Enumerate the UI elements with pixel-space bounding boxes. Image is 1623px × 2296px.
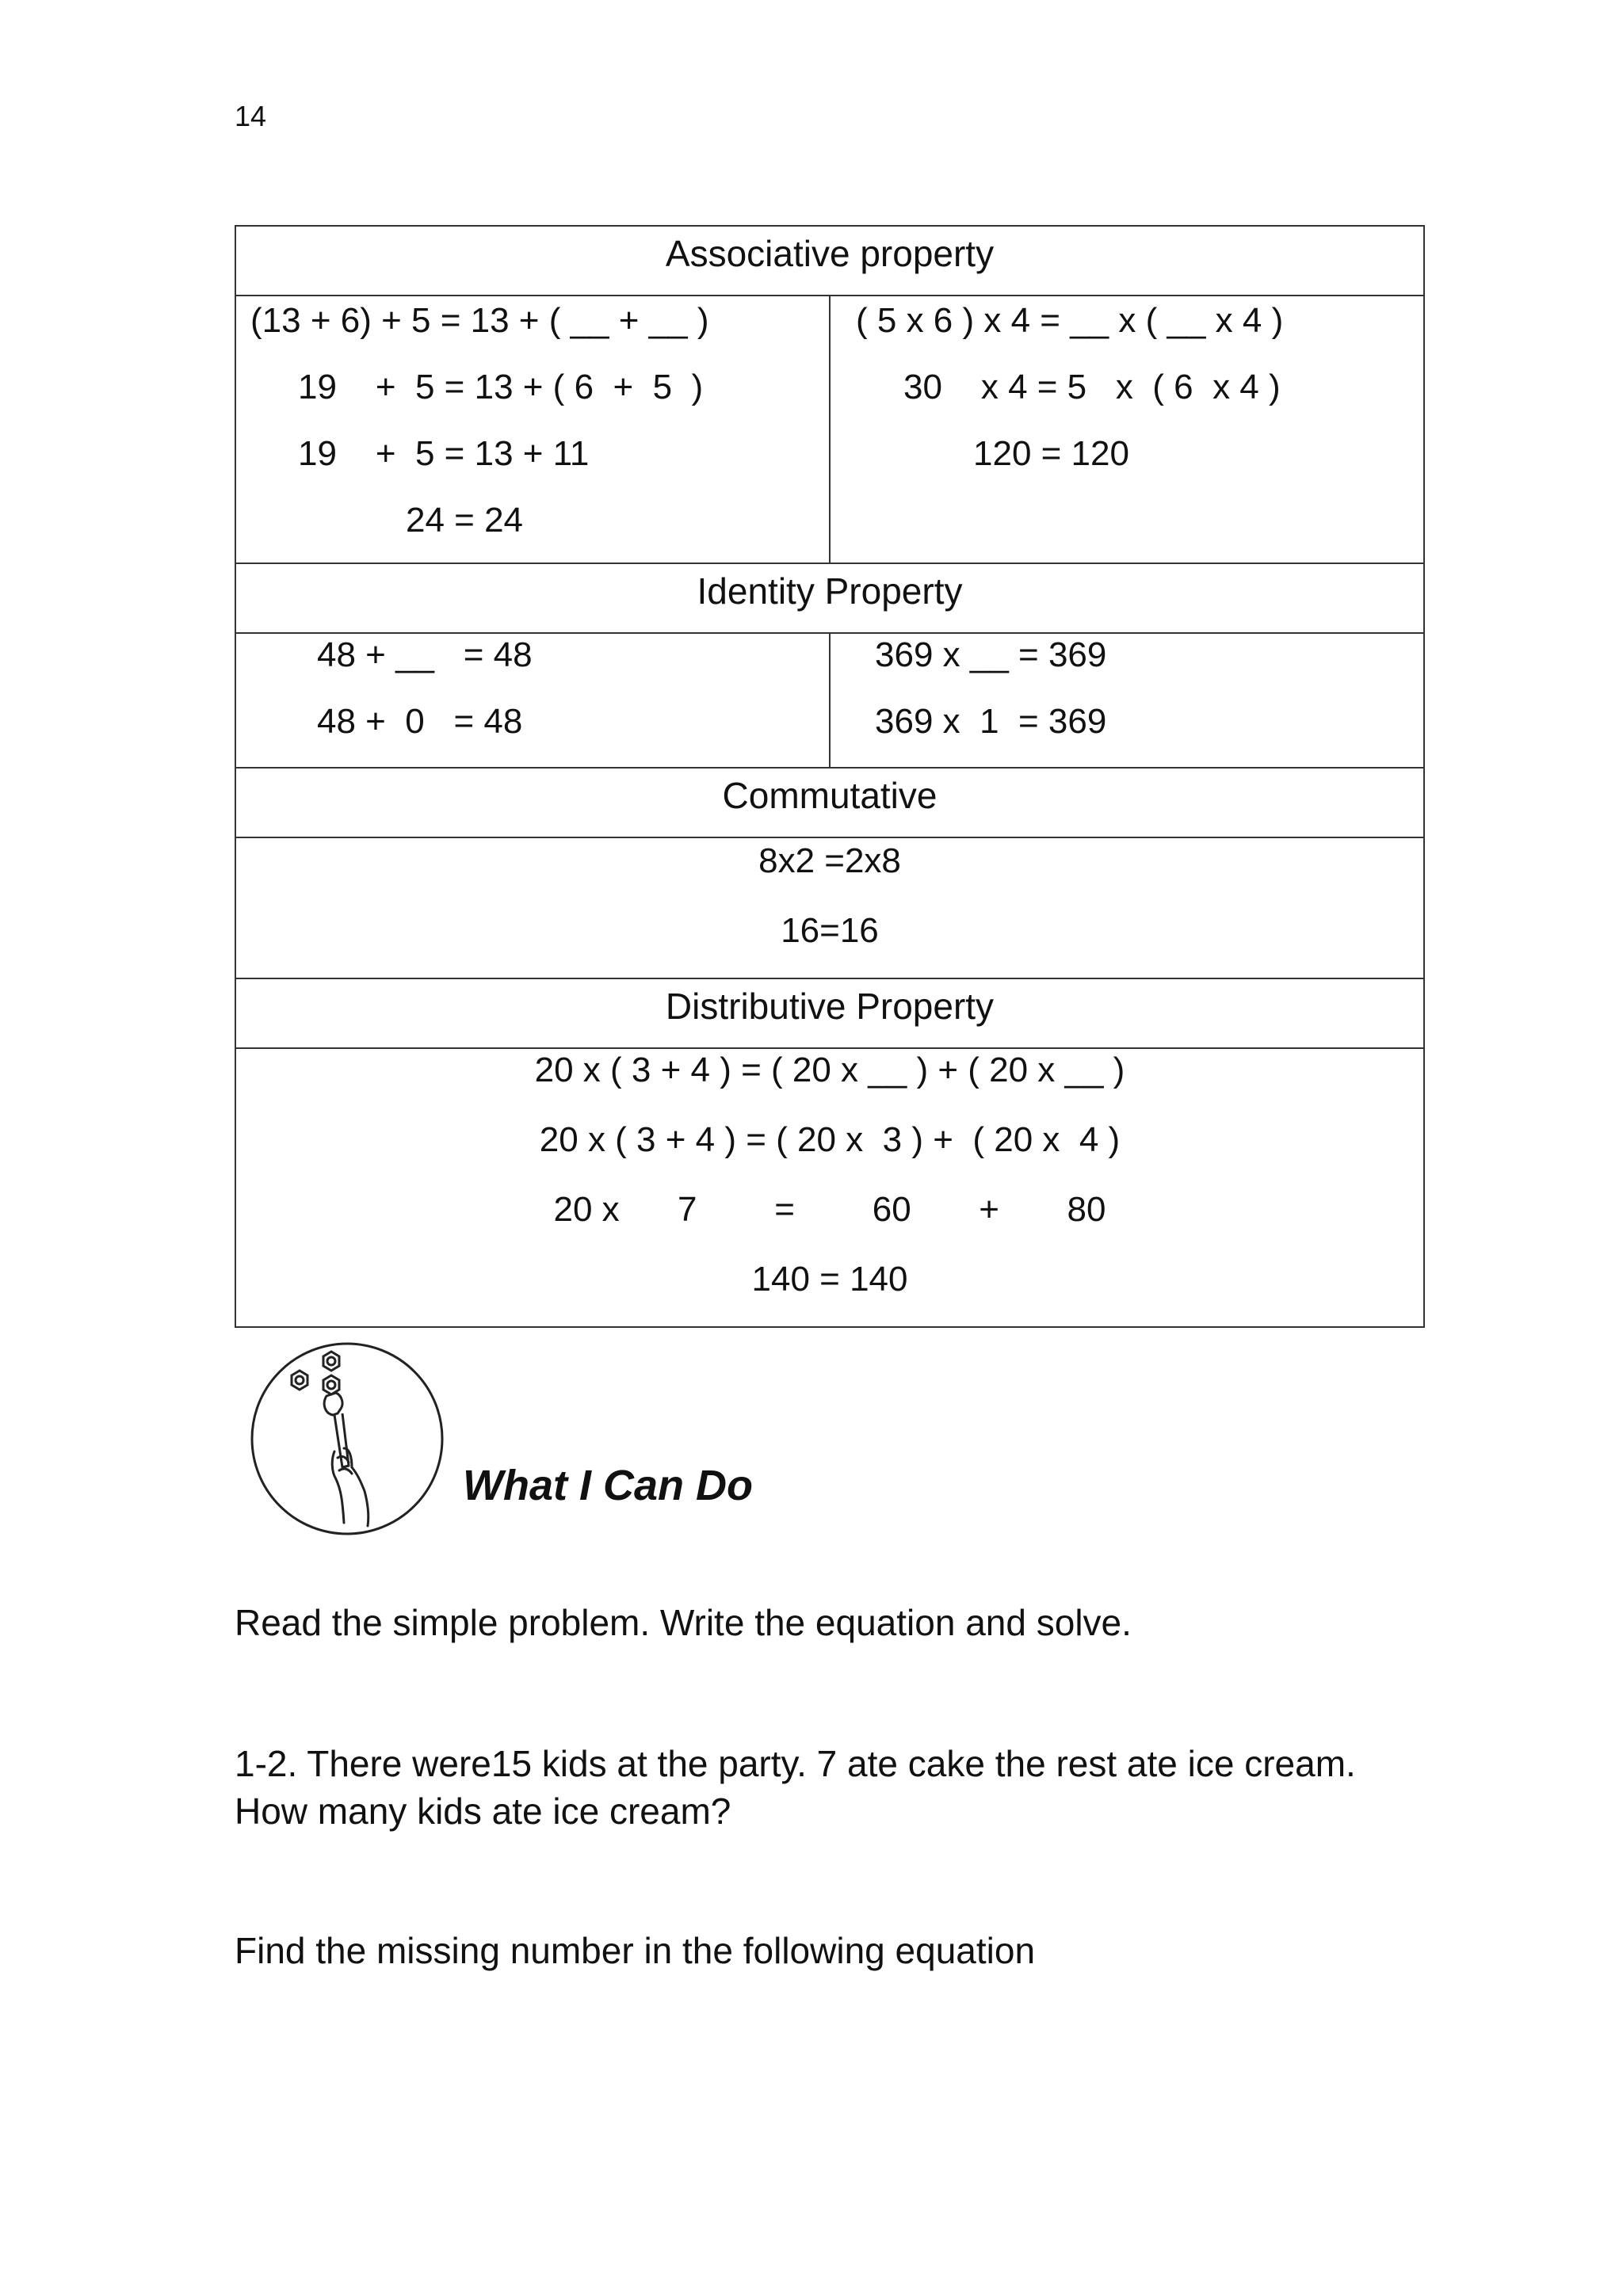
equation-line: 19 + 5 = 13 + ( 6 + 5 ) [298,368,704,406]
associative-header: Associative property [236,227,1423,296]
identity-header: Identity Property [236,564,1423,634]
equation-line: 24 = 24 [406,501,524,540]
equation-line: 8x2 =2x8 [758,841,901,880]
equation-line: 48 + __ = 48 [317,635,533,674]
missing-number-prompt: Find the missing number in the following equation [235,1930,1036,1971]
equation-line: 20 x ( 3 + 4 ) = ( 20 x __ ) + ( 20 x __ ) [534,1051,1125,1089]
page-number: 14 [235,100,267,132]
distributive-cell [236,1049,1423,1326]
equation-line: 48 + 0 = 48 [317,702,523,741]
equation-line: 20 x ( 3 + 4 ) = ( 20 x 3 ) + ( 20 x 4 ) [539,1120,1121,1159]
instructions-text: Read the simple problem. Write the equation and solve. [235,1602,1132,1643]
equation-line: 140 = 140 [751,1260,908,1299]
properties-table [235,225,1425,1328]
identity-row [236,634,1423,769]
hand-with-wrench-icon [249,1341,445,1537]
equation-line: 369 x 1 = 369 [875,702,1107,741]
identity-addition-cell [236,634,831,767]
identity-multiplication-cell [831,634,1423,767]
associative-multiplication-cell [831,296,1423,563]
equation-line: 19 + 5 = 13 + 11 [298,434,590,473]
equation-line: 16=16 [781,911,879,950]
equation-line: 369 x __ = 369 [875,635,1107,674]
distributive-header: Distributive Property [236,979,1423,1049]
equation-line: (13 + 6) + 5 = 13 + ( __ + __ ) [250,301,709,340]
commutative-cell [236,838,1423,979]
problem-line-1: 1-2. There were15 kids at the party. 7 ate cake the rest ate ice cream. [235,1743,1356,1784]
equation-line: 30 x 4 = 5 x ( 6 x 4 ) [903,368,1281,406]
associative-addition-cell [236,296,831,563]
problem-line-2: How many kids ate ice cream? [235,1791,731,1832]
commutative-header: Commutative [236,769,1423,838]
associative-row [236,296,1423,564]
what-i-can-do-title: What I Can Do [463,1462,753,1509]
equation-line: 120 = 120 [973,434,1129,473]
equation-line: 20 x 7 = 60 + 80 [553,1190,1106,1229]
equation-line: ( 5 x 6 ) x 4 = __ x ( __ x 4 ) [856,301,1284,340]
